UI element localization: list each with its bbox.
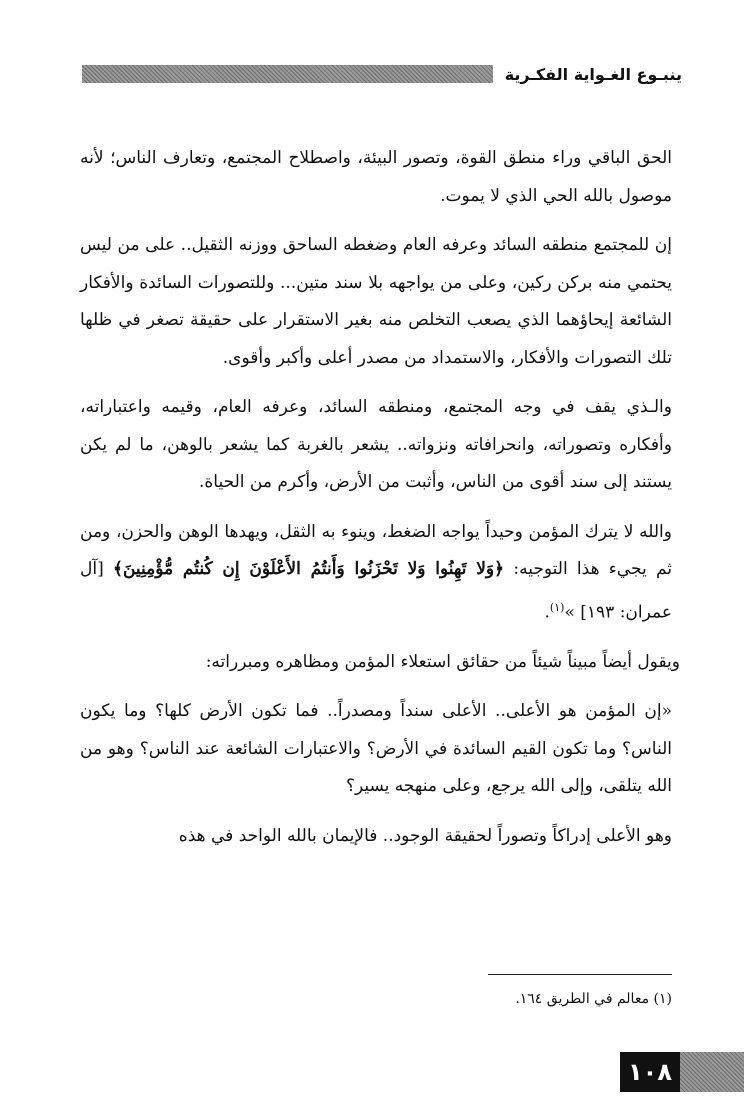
footnote-rule <box>488 974 672 975</box>
paragraph-text: والله لا يترك المؤمن وحيداً يواجه الضغط، وينوء به الثقل، ويهدها الوهن والحزن، ومن ثم يجيء هذا التوجيه: <box>80 521 672 579</box>
verse-citation: [آل عمران: ١٩٣] <box>80 559 672 623</box>
quran-paragraph <box>80 514 672 632</box>
paragraph: والـذي يقف في وجه المجتمع، ومنطقه السائد، وعرفه العام، وقيمه واعتباراته، وأفكاره وتصوراته، وانحرافاته ونزواته.. يشعر بالغربة كما يشعر بالوهن، ما لم يكن يستند إلى سند أقوى من الناس، وأثبت من الأرض، وأكرم من الحياة. <box>80 397 672 492</box>
paragraph: إن للمجتمع منطقه السائد وعرفه العام وضغطه الساحق ووزنه الثقيل.. على من ليس يحتمي منه بركن ركين، وعلى من يواجهه بلا سند متين... وللتصورات السائدة والأفكار الشائعة إيحاؤهما الذي يصعب التخلص منه بغير الاستقرار على حقيقة تصغر في ظلها تلك التصورات والأفكار، والاستمداد من مصدر أعلى وأكبر وأقوى. <box>80 235 672 368</box>
page-number: ١٠٨ <box>620 1052 680 1092</box>
header-decorative-bar <box>82 65 493 83</box>
quran-verse: ﴿وَلا تَهِنُوا وَلا تَحْزَنُوا وَأَنتُمُ الأَعْلَوْنَ إِن كُنتُم مُّؤْمِنِينَ﴾ <box>112 559 505 579</box>
paragraph: «إن المؤمن هو الأعلى.. الأعلى سنداً ومصدراً.. فما تكون الأرض كلها؟ وما يكون الناس؟ وما تكون القيم السائدة في الأرض؟ والاعتبارات الشائعة عند الناس؟ وهو من الله يتلقى، وإلى الله يرجع، وعلى منهجه يسير؟ <box>80 701 672 797</box>
footnote-marker: (١) <box>549 600 565 614</box>
footnote: (١) معالم في الطريق ١٦٤. <box>515 991 672 1007</box>
body-text <box>80 140 680 867</box>
paragraph: وهو الأعلى إدراكاً وتصوراً لحقيقة الوجود.. فالإيمان بالله الواحد في هذه <box>178 825 672 846</box>
paragraph: الحق الباقي وراء منطق القوة، وتصور البيئة، واصطلاح المجتمع، وتعارف الناس؛ لأنه موصول بالله الحي الذي لا يموت. <box>80 148 672 206</box>
page-number-decorative-bar <box>680 1052 744 1092</box>
running-header <box>82 62 682 86</box>
sentence-end: . <box>544 602 550 623</box>
quote-close: » <box>564 602 581 623</box>
paragraph: ويقول أيضاً مبيناً شيئاً من حقائق استعلاء المؤمن ومظاهره ومبرراته: <box>205 651 680 672</box>
running-header-title: ينبـوع الغـواية الفكـرية <box>504 64 682 84</box>
